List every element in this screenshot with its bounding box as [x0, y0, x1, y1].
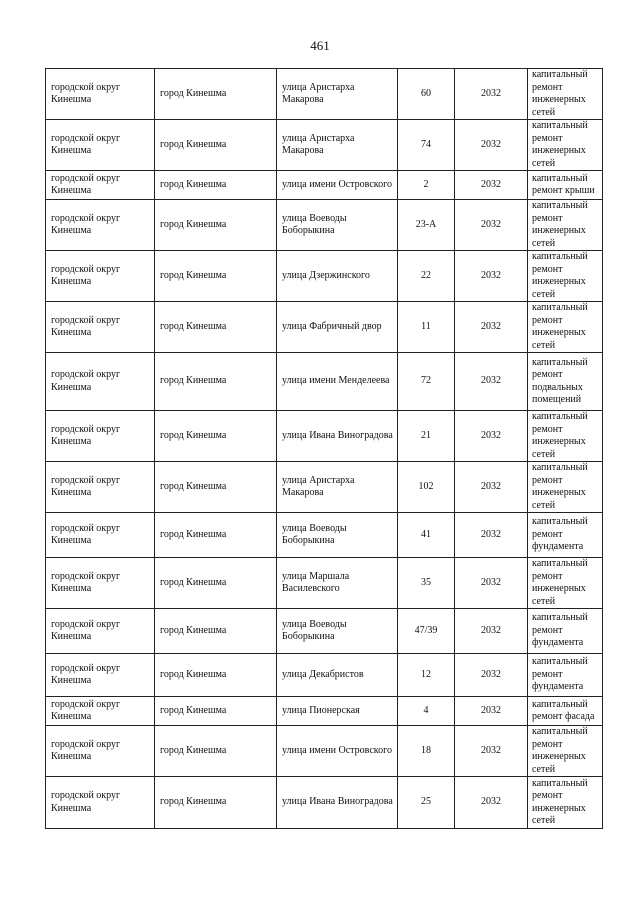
table-row [46, 654, 603, 697]
house-number-cell: 25 [398, 777, 455, 829]
locality-cell: город Кинешма [155, 654, 277, 697]
street-cell: улица Аристарха Макарова [277, 69, 398, 120]
municipality-cell: городской округ Кинешма [46, 200, 155, 251]
table-row [46, 302, 603, 353]
street-cell: улица имени Островского [277, 171, 398, 200]
locality-cell: город Кинешма [155, 726, 277, 777]
work-type-cell: капитальный ремонт инженерных сетей [528, 120, 603, 171]
municipality-cell: городской округ Кинешма [46, 171, 155, 200]
municipality-cell: городской округ Кинешма [46, 609, 155, 654]
street-cell: улица Воеводы Боборыкина [277, 609, 398, 654]
house-number-cell: 4 [398, 697, 455, 726]
locality-cell: город Кинешма [155, 513, 277, 558]
municipality-cell: городской округ Кинешма [46, 251, 155, 302]
table-row [46, 200, 603, 251]
street-cell: улица Маршала Василевского [277, 558, 398, 609]
municipality-cell: городской округ Кинешма [46, 69, 155, 120]
year-cell: 2032 [455, 353, 528, 411]
year-cell: 2032 [455, 697, 528, 726]
house-number-cell: 35 [398, 558, 455, 609]
municipality-cell: городской округ Кинешма [46, 513, 155, 558]
house-number-cell: 18 [398, 726, 455, 777]
street-cell: улица Ивана Виноградова [277, 777, 398, 829]
table-row [46, 777, 603, 829]
street-cell: улица Аристарха Макарова [277, 462, 398, 513]
street-cell: улица Аристарха Макарова [277, 120, 398, 171]
house-number-cell: 74 [398, 120, 455, 171]
street-cell: улица Фабричный двор [277, 302, 398, 353]
locality-cell: город Кинешма [155, 697, 277, 726]
house-number-cell: 23-А [398, 200, 455, 251]
year-cell: 2032 [455, 69, 528, 120]
locality-cell: город Кинешма [155, 609, 277, 654]
house-number-cell: 22 [398, 251, 455, 302]
table-row [46, 69, 603, 120]
year-cell: 2032 [455, 302, 528, 353]
municipality-cell: городской округ Кинешма [46, 558, 155, 609]
locality-cell: город Кинешма [155, 558, 277, 609]
street-cell: улица Воеводы Боборыкина [277, 200, 398, 251]
house-number-cell: 41 [398, 513, 455, 558]
locality-cell: город Кинешма [155, 120, 277, 171]
house-number-cell: 11 [398, 302, 455, 353]
work-type-cell: капитальный ремонт инженерных сетей [528, 462, 603, 513]
page-number: 461 [310, 38, 330, 53]
street-cell: улица Пионерская [277, 697, 398, 726]
locality-cell: город Кинешма [155, 171, 277, 200]
year-cell: 2032 [455, 200, 528, 251]
locality-cell: город Кинешма [155, 462, 277, 513]
locality-cell: город Кинешма [155, 777, 277, 829]
house-number-cell: 102 [398, 462, 455, 513]
house-number-cell: 47/39 [398, 609, 455, 654]
street-cell: улица имени Менделеева [277, 353, 398, 411]
table-row [46, 513, 603, 558]
house-number-cell: 12 [398, 654, 455, 697]
work-type-cell: капитальный ремонт инженерных сетей [528, 777, 603, 829]
table-row [46, 558, 603, 609]
locality-cell: город Кинешма [155, 302, 277, 353]
work-type-cell: капитальный ремонт инженерных сетей [528, 251, 603, 302]
year-cell: 2032 [455, 726, 528, 777]
locality-cell: город Кинешма [155, 411, 277, 462]
work-type-cell: капитальный ремонт инженерных сетей [528, 726, 603, 777]
municipality-cell: городской округ Кинешма [46, 777, 155, 829]
work-type-cell: капитальный ремонт фундамента [528, 609, 603, 654]
locality-cell: город Кинешма [155, 69, 277, 120]
work-type-cell: капитальный ремонт инженерных сетей [528, 411, 603, 462]
table-row [46, 353, 603, 411]
municipality-cell: городской округ Кинешма [46, 462, 155, 513]
year-cell: 2032 [455, 558, 528, 609]
work-type-cell: капитальный ремонт крыши [528, 171, 603, 200]
work-type-cell: капитальный ремонт фасада [528, 697, 603, 726]
work-type-cell: капитальный ремонт фундамента [528, 654, 603, 697]
locality-cell: город Кинешма [155, 200, 277, 251]
year-cell: 2032 [455, 411, 528, 462]
street-cell: улица Воеводы Боборыкина [277, 513, 398, 558]
year-cell: 2032 [455, 609, 528, 654]
work-type-cell: капитальный ремонт подвальных помещений [528, 353, 603, 411]
table-row [46, 171, 603, 200]
year-cell: 2032 [455, 513, 528, 558]
house-number-cell: 72 [398, 353, 455, 411]
year-cell: 2032 [455, 462, 528, 513]
municipality-cell: городской округ Кинешма [46, 411, 155, 462]
work-type-cell: капитальный ремонт фундамента [528, 513, 603, 558]
work-type-cell: капитальный ремонт инженерных сетей [528, 558, 603, 609]
table-row [46, 697, 603, 726]
street-cell: улица имени Островского [277, 726, 398, 777]
house-number-cell: 60 [398, 69, 455, 120]
work-type-cell: капитальный ремонт инженерных сетей [528, 69, 603, 120]
work-type-cell: капитальный ремонт инженерных сетей [528, 302, 603, 353]
year-cell: 2032 [455, 171, 528, 200]
street-cell: улица Декабристов [277, 654, 398, 697]
municipality-cell: городской округ Кинешма [46, 353, 155, 411]
table-row [46, 411, 603, 462]
locality-cell: город Кинешма [155, 251, 277, 302]
table-row [46, 462, 603, 513]
house-number-cell: 2 [398, 171, 455, 200]
work-type-cell: капитальный ремонт инженерных сетей [528, 200, 603, 251]
locality-cell: город Кинешма [155, 353, 277, 411]
municipality-cell: городской округ Кинешма [46, 726, 155, 777]
street-cell: улица Дзержинского [277, 251, 398, 302]
municipality-cell: городской округ Кинешма [46, 302, 155, 353]
housing-repair-table [45, 68, 603, 829]
year-cell: 2032 [455, 777, 528, 829]
table-row [46, 120, 603, 171]
municipality-cell: городской округ Кинешма [46, 697, 155, 726]
table-row [46, 726, 603, 777]
municipality-cell: городской округ Кинешма [46, 654, 155, 697]
year-cell: 2032 [455, 654, 528, 697]
street-cell: улица Ивана Виноградова [277, 411, 398, 462]
year-cell: 2032 [455, 120, 528, 171]
table-row [46, 609, 603, 654]
municipality-cell: городской округ Кинешма [46, 120, 155, 171]
house-number-cell: 21 [398, 411, 455, 462]
year-cell: 2032 [455, 251, 528, 302]
table-row [46, 251, 603, 302]
